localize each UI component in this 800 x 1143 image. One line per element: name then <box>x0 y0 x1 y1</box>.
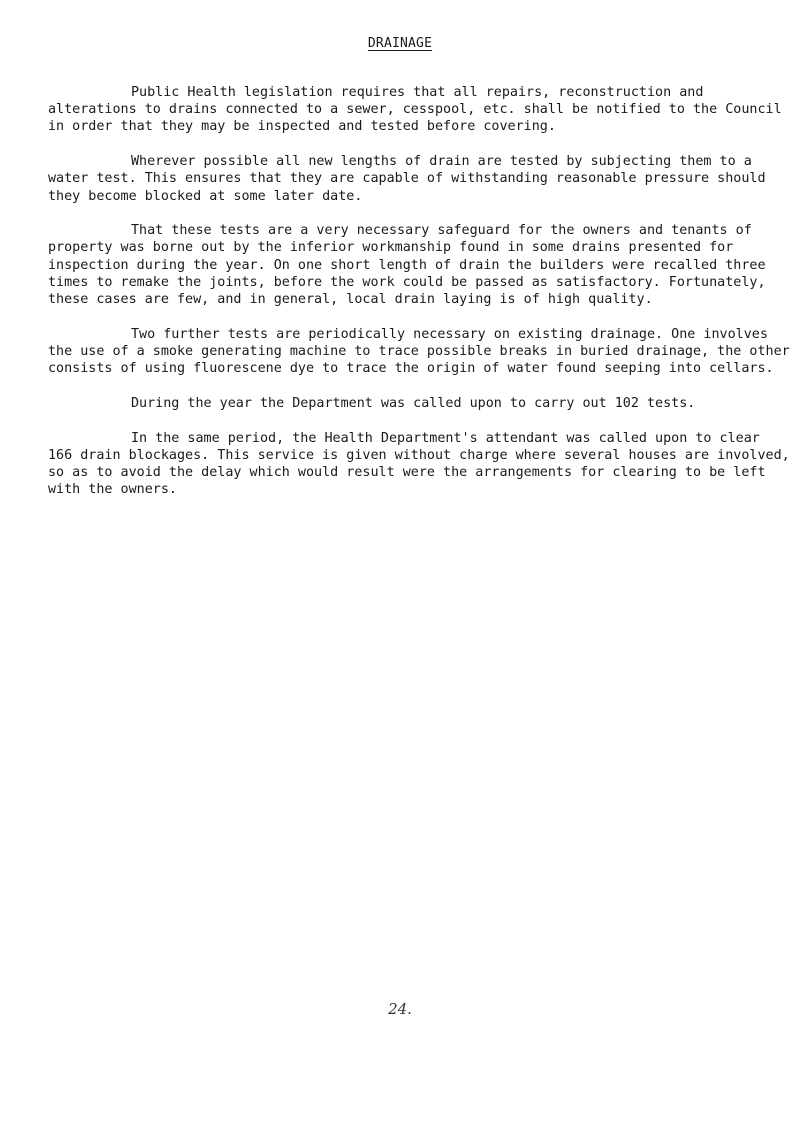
paragraph-blockages: In the same period, the Health Department's attendant was called upon to clear 166 drain blockages. This service is given without charge where several houses are involved, so as to avoid the delay which would result were the arrangements for clearing to be left with the owners. <box>48 430 790 498</box>
heading-text: DRAINAGE <box>367 36 433 51</box>
paragraph-test-count: During the year the Department was called upon to carry out 102 tests. <box>131 395 696 411</box>
body-text <box>48 84 792 516</box>
paragraph-safeguard: That these tests are a very necessary safeguard for the owners and tenants of property was borne out by the inferior workmanship found in some drains presented for inspection during the year. On one short length of drain the builders were recalled three times to remake the joints, before the work could be passed as satisfactory. Fortunately, these cases are few, and in general, local drain laying is of high quality. <box>48 223 766 308</box>
page-title <box>0 36 800 51</box>
paragraph-water-test: Wherever possible all new lengths of drain are tested by subjecting them to a water test. This ensures that they are capable of withstanding reasonable pressure should they become blocked at some later date. <box>48 154 766 204</box>
paragraph-legislation: Public Health legislation requires that all repairs, reconstruction and alterations to drains connected to a sewer, cesspool, etc. shall be notified to the Council in order that they may be inspected and tested before covering. <box>48 85 782 135</box>
paragraph-further-tests: Two further tests are periodically necessary on existing drainage. One involves the use of a smoke generating machine to trace possible breaks in buried drainage, the other consists of using fluorescene dye to trace the origin of water found seeping into cellars. <box>48 326 790 377</box>
page-number: 24. <box>388 1000 412 1018</box>
